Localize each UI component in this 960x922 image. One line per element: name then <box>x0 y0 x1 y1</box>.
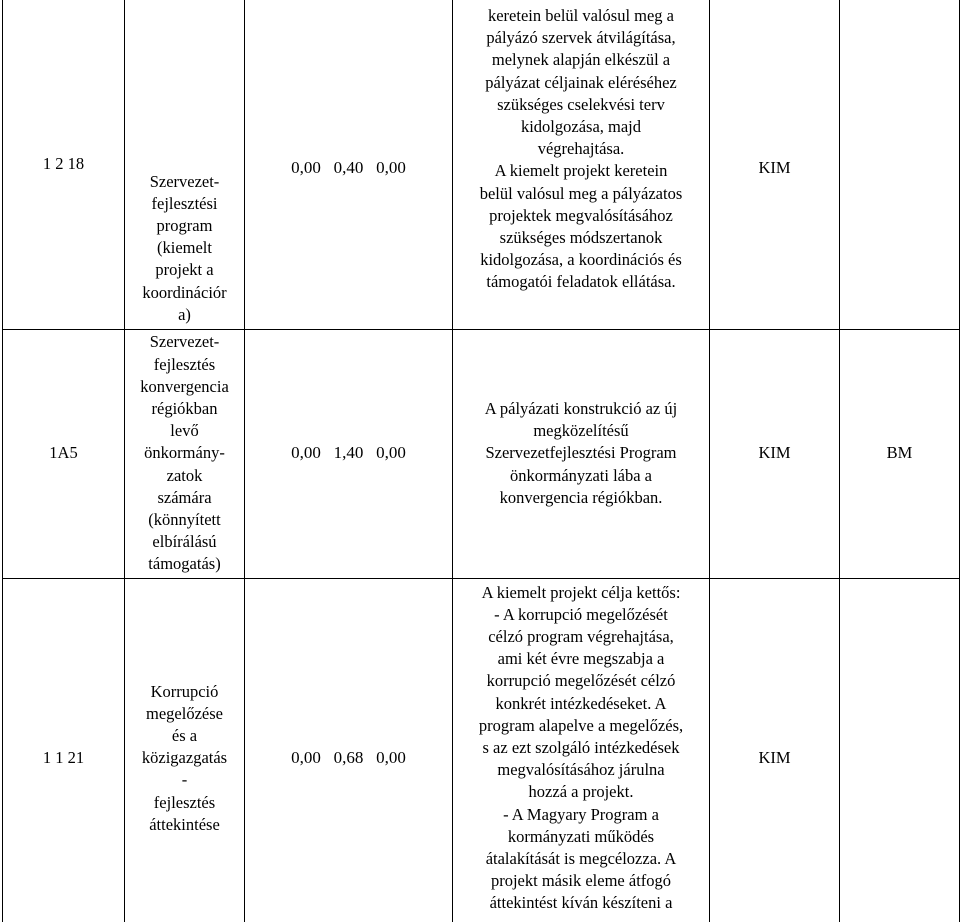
project-table <box>2 0 960 922</box>
description-line: megközelítésű <box>533 421 629 441</box>
title-line: megelőzése <box>146 703 223 723</box>
title-line: fejlesztés <box>153 354 216 374</box>
project-description-cell <box>453 0 710 329</box>
title-line: (könnyített <box>148 510 221 529</box>
description-line: korrupció megelőzését célzó <box>486 671 676 691</box>
budget-values-cell: 0,00 0,40 0,00 <box>245 0 453 329</box>
description-line: áttekintést kíván készíteni a <box>489 893 673 913</box>
title-line: önkormány- <box>144 443 225 463</box>
title-line: Szervezet- <box>149 332 220 352</box>
description-line: A kiemelt projekt keretein <box>494 161 668 181</box>
description-line: s az ezt szolgáló intézkedések <box>482 737 680 757</box>
description-line: projekt másik eleme átfogó <box>490 871 672 891</box>
title-line: a) <box>178 304 191 324</box>
description-line: pályázó szervek átvilágítása, <box>486 28 676 48</box>
project-title-cell <box>125 578 245 922</box>
table-row <box>3 329 960 578</box>
description-line: ami két évre megszabja a <box>497 649 665 669</box>
responsible-cell: KIM <box>710 329 840 578</box>
title-line: program <box>156 215 213 235</box>
description-line: szükséges módszertanok <box>499 228 663 248</box>
title-line: fejlesztés <box>153 792 216 812</box>
title-line: (kiemelt <box>157 238 212 258</box>
budget-values-cell: 0,00 1,40 0,00 <box>245 329 453 578</box>
project-id-cell: 1 1 21 <box>3 578 125 922</box>
title-line: zatok <box>166 465 203 485</box>
description-line: önkormányzati lába a <box>509 465 653 485</box>
description-line: kidolgozása, a koordinációs és <box>480 250 682 270</box>
description-line: konvergencia régiókban. <box>499 487 663 507</box>
description-line: célzó program végrehajtása, <box>488 626 674 646</box>
title-line: Szervezet- <box>149 171 220 191</box>
title-line: támogatás) <box>148 554 221 574</box>
table-row <box>3 578 960 922</box>
description-line: konkrét intézkedéseket. A <box>495 693 667 713</box>
description-line: - A Magyary Program a <box>503 804 659 824</box>
description-line: átalakítását is megcélozza. A <box>485 848 677 868</box>
title-line: konvergencia <box>140 376 229 396</box>
title-line: és a <box>171 725 198 745</box>
title-line: számára <box>157 487 212 507</box>
partner-cell <box>840 0 960 329</box>
project-description-cell <box>453 578 710 922</box>
title-line: koordinációr <box>142 282 227 302</box>
description-line: A pályázati konstrukció az új <box>484 398 678 418</box>
project-id-cell: 1A5 <box>3 329 125 578</box>
description-line: pályázat céljainak eléréséhez <box>485 72 677 92</box>
responsible-cell: KIM <box>710 578 840 922</box>
title-line: fejlesztési <box>151 193 218 213</box>
title-line: Korrupció <box>150 681 219 701</box>
description-line: Szervezetfejlesztési Program <box>485 443 677 463</box>
title-line: közigazgatás <box>141 748 228 768</box>
title-line: elbírálású <box>152 532 217 552</box>
partner-cell: BM <box>840 329 960 578</box>
description-line: kormányzati működés <box>507 826 655 846</box>
project-title-cell <box>125 0 245 329</box>
title-line: - <box>181 770 188 790</box>
description-line: melynek alapján elkészül a <box>491 50 671 70</box>
responsible-cell: KIM <box>710 0 840 329</box>
description-line: keretein belül valósul meg a <box>487 6 675 25</box>
project-id-cell: 1 2 18 <box>3 0 125 329</box>
description-line: program alapelve a megelőzés, <box>478 715 684 735</box>
title-line: régiókban <box>151 398 218 418</box>
title-line: projekt a <box>155 260 214 280</box>
table-row <box>3 0 960 329</box>
partner-cell <box>840 578 960 922</box>
description-line: belül valósul meg a pályázatos <box>479 183 683 203</box>
description-line: A kiemelt projekt célja kettős: <box>481 582 681 602</box>
description-line: szükséges cselekvési terv <box>497 94 665 114</box>
project-description-cell <box>453 329 710 578</box>
description-line: hozzá a projekt. <box>528 782 634 802</box>
description-line: projektek megvalósításához <box>489 205 673 225</box>
budget-values-cell: 0,00 0,68 0,00 <box>245 578 453 922</box>
title-line: levő <box>170 421 199 441</box>
description-line: végrehajtása. <box>537 139 625 159</box>
description-line: kidolgozása, majd <box>520 117 642 137</box>
title-line: áttekintése <box>149 814 220 834</box>
project-title-cell <box>125 329 245 578</box>
description-line: megvalósításához járulna <box>497 760 665 780</box>
description-line: támogatói feladatok ellátása. <box>486 272 676 292</box>
description-line: - A korrupció megelőzését <box>494 604 668 624</box>
